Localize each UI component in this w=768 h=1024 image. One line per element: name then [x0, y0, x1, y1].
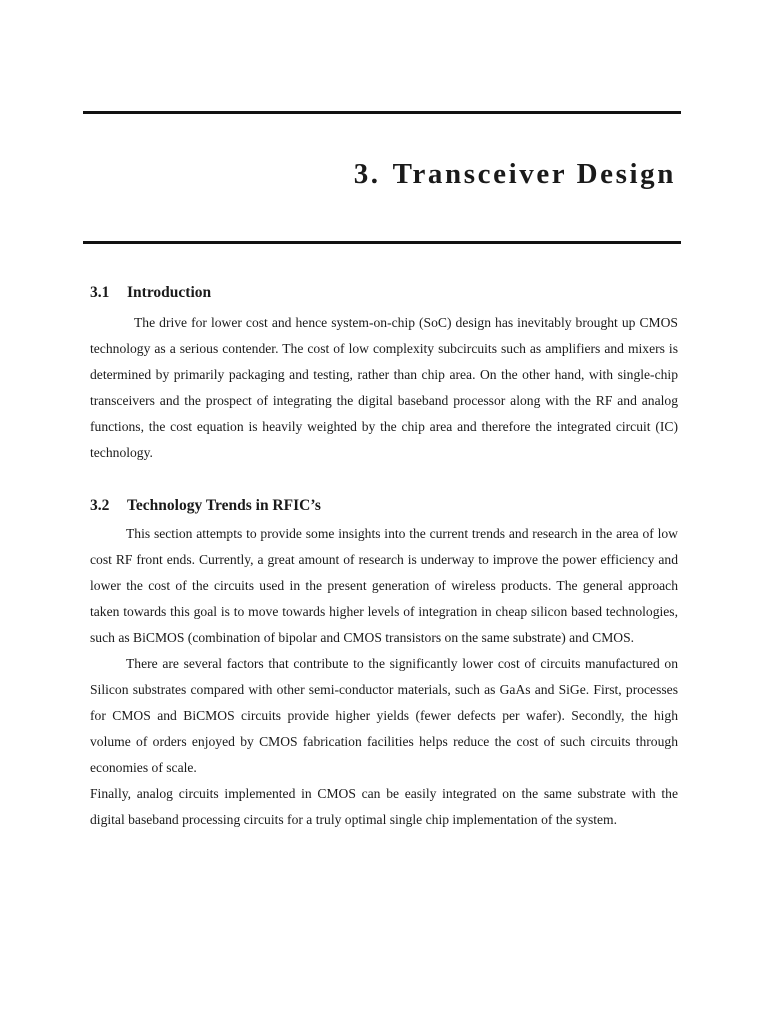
section-body-introduction — [90, 310, 678, 466]
chapter-number: 3. — [353, 158, 381, 190]
chapter-title-text: Transceiver Design — [392, 158, 676, 190]
section-title: Technology Trends in RFIC’s — [127, 497, 321, 514]
paragraph: The drive for lower cost and hence system-on-chip (SoC) design has inevitably brought up CMOS technology as a serious contender. The cost of low complexity subcircuits such as amplifiers and mixers is determined by primarily packaging and testing, rather than chip area. On the other hand, with single-chip transceivers and the prospect of integrating the digital baseband processor along with the RF and analog functions, the cost equation is heavily weighted by the chip area and therefore the integrated circuit (IC) technology. — [90, 315, 678, 460]
chapter-title — [354, 158, 676, 191]
section-number: 3.1 — [90, 284, 110, 301]
section-title: Introduction — [127, 284, 212, 301]
section-number: 3.2 — [90, 497, 110, 514]
paragraph: There are several factors that contribute to the significantly lower cost of circuits manufactured on Silicon substrates compared with other semi-conductor materials, such as GaAs and SiGe. First, processes for CMOS and BiCMOS circuits provide higher yields (fewer defects per wafer). Secondly, the high volume of orders enjoyed by CMOS fabrication facilities helps reduce the cost of such circuits through economies of scale. — [90, 656, 678, 775]
section-heading-introduction — [90, 284, 211, 302]
paragraph: Finally, analog circuits implemented in CMOS can be easily integrated on the same substrate with the digital baseband processing circuits for a truly optimal single chip implementation of the system. — [90, 786, 678, 827]
chapter-top-rule — [83, 111, 681, 114]
chapter-bottom-rule — [83, 241, 681, 244]
section-heading-technology-trends — [90, 497, 321, 515]
section-body-technology-trends — [90, 521, 678, 833]
paragraph: This section attempts to provide some insights into the current trends and research in the area of low cost RF front ends. Currently, a great amount of research is underway to improve the power efficiency and lower the cost of the circuits used in the present generation of wireless products. The general approach taken towards this goal is to move towards higher levels of integration in cheap silicon based technologies, such as BiCMOS (combination of bipolar and CMOS transistors on the same substrate) and CMOS. — [90, 526, 678, 645]
